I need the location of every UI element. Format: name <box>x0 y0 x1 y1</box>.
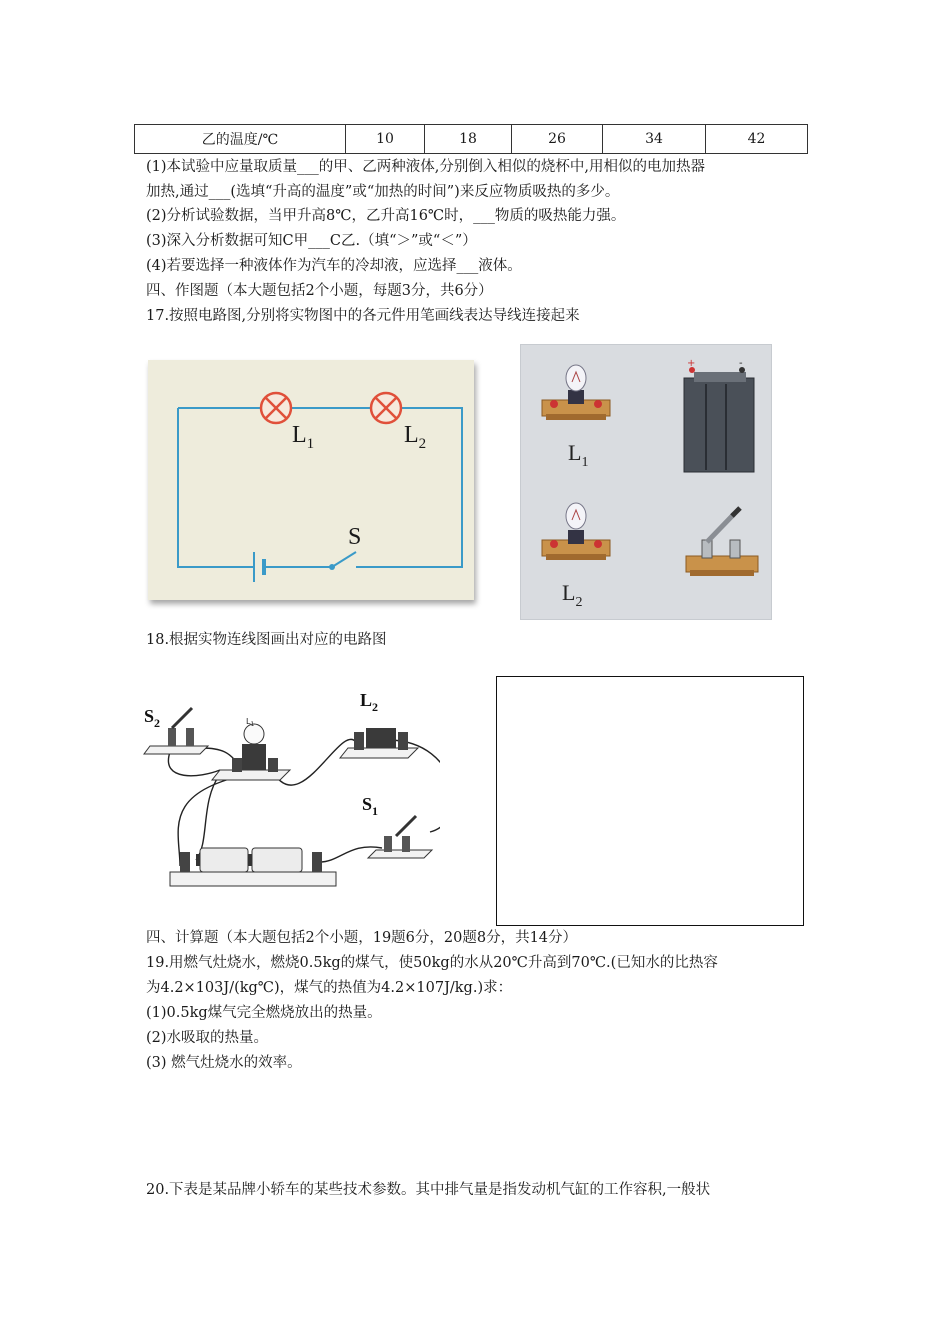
lamp-l2-symbol <box>371 393 401 423</box>
q19-line1: 19.用燃气灶烧水，燃烧0.5kg的煤气，使50kg的水从20℃升高到70℃.(已知水的比热容 <box>146 955 718 971</box>
q16-part3: (3)深入分析数据可知C甲___C乙.（填“＞”或“＜”） <box>146 233 477 249</box>
label-l1-small: $L_1$ <box>246 717 255 728</box>
label-l1: $L_1$ <box>292 422 315 452</box>
switch-s1 <box>368 816 432 858</box>
q19-line2: 为4.2×103J/(kg℃)，煤气的热值为4.2×107J/kg.)求： <box>146 980 513 996</box>
answer-drawing-box[interactable] <box>496 676 804 926</box>
wiring-diagram-figure <box>140 682 440 894</box>
label-physical-l2: $L_2$ <box>562 580 583 610</box>
q17-title: 17.按照电路图,分别将实物图中的各元件用笔画线表达导线连接起来 <box>146 308 580 324</box>
switch-contact <box>329 564 335 570</box>
q19-part1: (1)0.5kg煤气完全燃烧放出的热量。 <box>146 1005 382 1021</box>
section-heading-calculation: 四、计算题（本大题包括2个小题，19题6分，20题8分，共14分） <box>146 930 578 946</box>
table-cell: 10 <box>346 125 425 154</box>
q19-part2: (2)水吸取的热量。 <box>146 1030 269 1046</box>
q20-text: 20.下表是某品牌小轿车的某些技术参数。其中排气量是指发动机气缸的工作容积,一般状 <box>146 1182 711 1198</box>
table-cell: 18 <box>425 125 512 154</box>
q16-part2: (2)分析试验数据，当甲升高8℃，乙升高16℃时，___物质的吸热能力强。 <box>146 208 626 224</box>
q16-part1-line2: 加热,通过___(选填“升高的温度”或“加热的时间”)来反应物质吸热的多少。 <box>146 184 620 200</box>
label-s: S <box>348 524 362 550</box>
schematic-card <box>148 360 474 600</box>
label-physical-l1: $L_1$ <box>568 440 589 470</box>
table-row <box>135 125 808 154</box>
battery-holder <box>170 848 336 886</box>
label-s2: $S_2$ <box>144 706 161 730</box>
label-l2: $L_2$ <box>404 422 427 452</box>
lamp-l1-symbol <box>261 393 291 423</box>
table-cell: 34 <box>603 125 706 154</box>
q18-title: 18.根据实物连线图画出对应的电路图 <box>146 632 387 648</box>
label-s1: $S_1$ <box>362 794 379 818</box>
lamp-l2-holder <box>340 728 418 758</box>
physical-components-figure <box>520 344 772 620</box>
circuit-schematic-figure <box>142 354 482 610</box>
svg-text:+: + <box>687 358 696 369</box>
q16-part1-line1: (1)本试验中应量取质量___的甲、乙两种液体,分别倒入相似的烧杯中,用相似的电加热器 <box>146 159 706 175</box>
q19-part3: (3) 燃气灶烧水的效率。 <box>146 1055 302 1071</box>
table-cell: 42 <box>706 125 808 154</box>
q16-part4: (4)若要选择一种液体作为汽车的冷却液，应选择___液体。 <box>146 258 522 274</box>
svg-text:-: - <box>739 358 743 369</box>
battery-pack <box>684 358 754 472</box>
table-cell: 26 <box>512 125 603 154</box>
label-l2: $L_2$ <box>360 690 379 714</box>
temperature-table <box>134 124 808 154</box>
row-label: 乙的温度/℃ <box>135 125 346 154</box>
section-heading-drawing: 四、作图题（本大题包括2个小题，每题3分，共6分） <box>146 283 493 299</box>
